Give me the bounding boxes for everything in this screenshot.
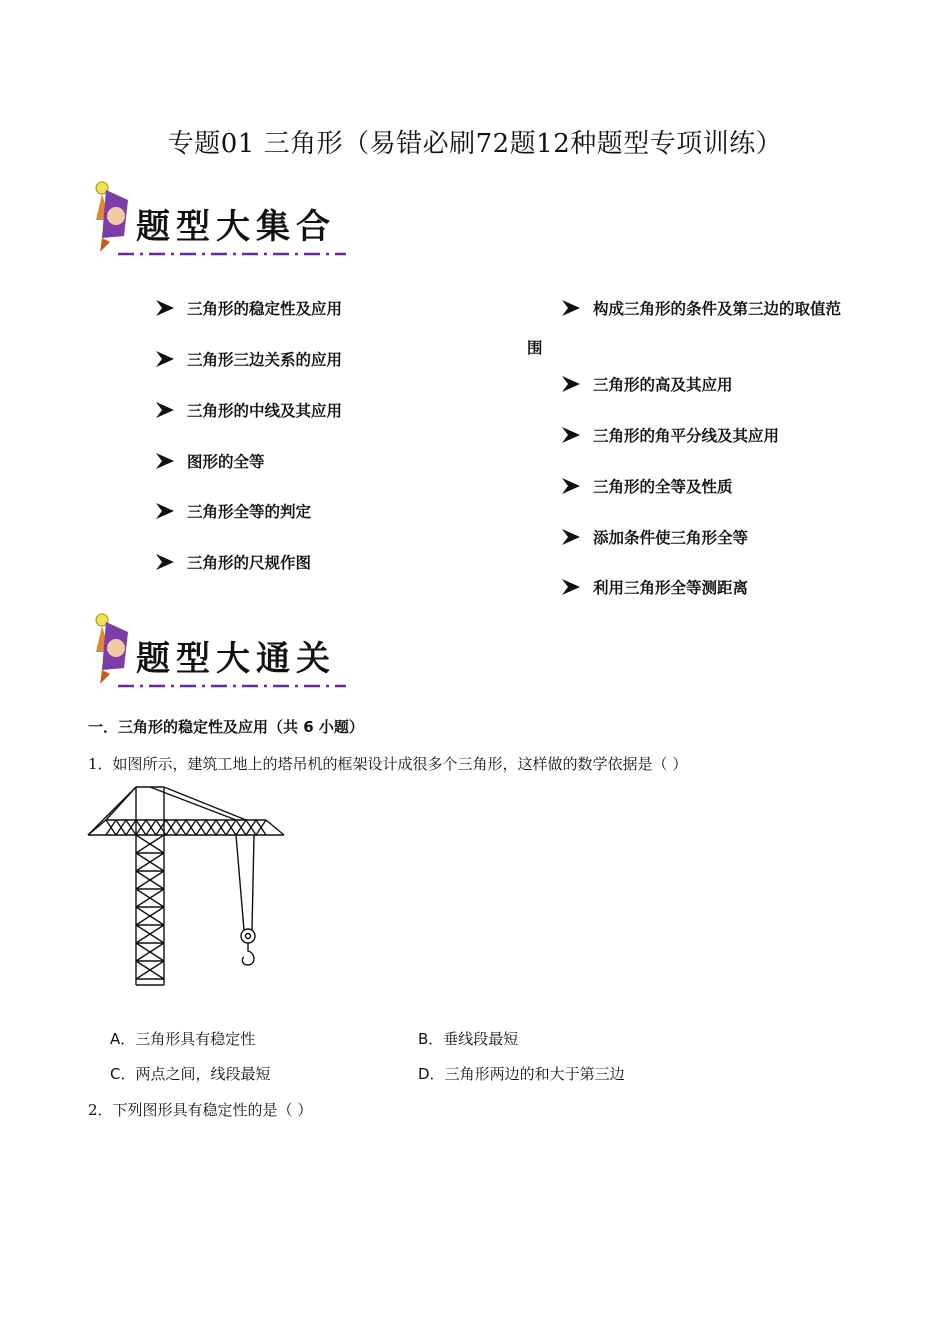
- arrow-bullet-icon: [561, 528, 581, 546]
- option-a-text: 三角形具有稳定性: [135, 1030, 256, 1048]
- banner-pass-text: 题型大通关: [136, 639, 336, 679]
- option-c[interactable]: [110, 1063, 271, 1084]
- option-b[interactable]: [418, 1028, 518, 1049]
- arrow-bullet-icon: [561, 426, 581, 444]
- topic-item: [155, 348, 342, 370]
- option-a[interactable]: [110, 1028, 255, 1049]
- topic-item: [155, 500, 311, 522]
- option-a-letter: A．: [110, 1030, 136, 1048]
- topic-item: [561, 297, 841, 319]
- question-1-text: 1．如图所示，建筑工地上的塔吊机的框架设计成很多个三角形，这样做的数学依据是（ ）: [88, 755, 688, 773]
- arrow-bullet-icon: [561, 299, 581, 317]
- option-d-letter: D．: [418, 1065, 445, 1083]
- arrow-bullet-icon: [561, 477, 581, 495]
- wizard-banner-graphic: [88, 612, 363, 698]
- topic-label: 三角形的中线及其应用: [187, 402, 343, 420]
- option-b-letter: B．: [418, 1030, 444, 1048]
- topic-label: 三角形全等的判定: [187, 503, 312, 521]
- topic-label: 三角形的稳定性及应用: [187, 300, 343, 318]
- arrow-bullet-icon: [155, 350, 175, 368]
- topic-label: 三角形的高及其应用: [593, 376, 733, 394]
- topic-label: 三角形的全等及性质: [593, 478, 733, 496]
- option-b-text: 垂线段最短: [443, 1030, 519, 1048]
- arrow-bullet-icon: [155, 401, 175, 419]
- option-d[interactable]: [418, 1063, 625, 1084]
- topic-item: [155, 399, 342, 421]
- arrow-bullet-icon: [155, 502, 175, 520]
- topic-item: [561, 424, 779, 446]
- arrow-bullet-icon: [561, 578, 581, 596]
- topic-item: [155, 297, 342, 319]
- topic-label: 三角形的尺规作图: [187, 554, 312, 572]
- banner-pass: [88, 612, 363, 698]
- arrow-bullet-icon: [561, 375, 581, 393]
- topic-item: [155, 450, 265, 472]
- arrow-bullet-icon: [155, 452, 175, 470]
- option-c-text: 两点之间，线段最短: [135, 1065, 271, 1083]
- topic-label: 添加条件使三角形全等: [593, 529, 749, 547]
- section-heading: 一．三角形的稳定性及应用（共 6 小题）: [88, 718, 364, 736]
- topic-label: 三角形的角平分线及其应用: [593, 427, 780, 445]
- wizard-banner-graphic: [88, 180, 363, 266]
- topic-label: 三角形三边关系的应用: [187, 351, 343, 369]
- banner-collection: [88, 180, 363, 266]
- topic-item: [561, 475, 733, 497]
- topic-label: 利用三角形全等测距离: [593, 579, 749, 597]
- topic-item: [155, 551, 311, 573]
- topic-item: [561, 576, 748, 598]
- option-d-text: 三角形两边的和大于第三边: [444, 1065, 625, 1083]
- topic-item: [561, 526, 748, 548]
- page-title: 专题01 三角形（易错必刷72题12种题型专项训练）: [167, 129, 783, 159]
- question-2-text: 2．下列图形具有稳定性的是（ ）: [88, 1101, 313, 1119]
- topic-item: [561, 373, 733, 395]
- option-c-letter: C．: [110, 1065, 136, 1083]
- arrow-bullet-icon: [155, 299, 175, 317]
- topic-label: 构成三角形的条件及第三边的取值范: [593, 300, 842, 318]
- topic-label-wrap: 围: [527, 339, 543, 357]
- arrow-bullet-icon: [155, 553, 175, 571]
- tower-crane-figure: [86, 785, 286, 990]
- topic-label: 图形的全等: [187, 453, 265, 471]
- banner-collection-text: 题型大集合: [136, 207, 336, 247]
